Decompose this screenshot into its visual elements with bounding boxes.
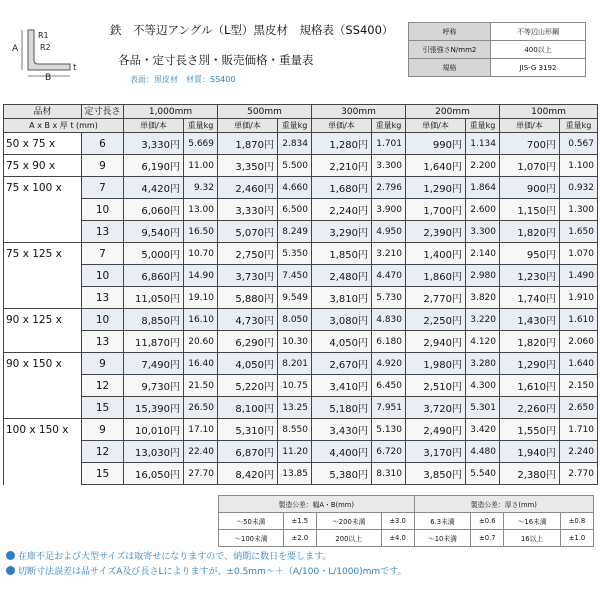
size-cell — [4, 463, 82, 485]
note-item — [6, 565, 406, 580]
price-table — [3, 104, 598, 485]
price-cell: 5,310円 — [218, 419, 278, 441]
thickness-cell: 13 — [82, 287, 124, 309]
weight-cell: 1.610 — [560, 309, 598, 331]
size-cell: 90 x 150 x — [4, 353, 82, 375]
price-cell: 3,850円 — [406, 463, 466, 485]
tolerance-row — [219, 513, 594, 530]
size-cell — [4, 331, 82, 353]
price-cell: 11,870円 — [124, 331, 184, 353]
price-cell: 2,260円 — [500, 397, 560, 419]
weight-cell: 4.950 — [372, 221, 406, 243]
price-cell: 1,740円 — [500, 287, 560, 309]
unit-weight-header: 重量kg — [184, 119, 218, 133]
thickness-cell: 13 — [82, 221, 124, 243]
weight-cell: 5.500 — [278, 155, 312, 177]
price-cell: 3,170円 — [406, 441, 466, 463]
col-length-header: 定寸長さ — [82, 105, 124, 119]
price-cell: 1,940円 — [500, 441, 560, 463]
weight-cell: 10.70 — [184, 243, 218, 265]
price-cell: 2,510円 — [406, 375, 466, 397]
weight-cell: 4.830 — [372, 309, 406, 331]
tolerance-range: 6.3未満 — [414, 513, 471, 530]
unit-price-header: 単価/本 — [500, 119, 560, 133]
table-row — [4, 221, 598, 243]
price-cell: 1,980円 — [406, 353, 466, 375]
tolerance-value: ±0.7 — [471, 530, 504, 547]
table-row — [4, 133, 598, 155]
weight-cell: 2.600 — [466, 199, 500, 221]
page-title: 鉄 不等辺アングル（L型）黒皮材 規格表（SS400） — [110, 23, 394, 37]
table-row — [4, 353, 598, 375]
weight-cell: 7.951 — [372, 397, 406, 419]
weight-cell: 0.567 — [560, 133, 598, 155]
spec-value: JIS-G 3192 — [491, 59, 586, 77]
length-header: 100mm — [500, 105, 598, 119]
weight-cell: 21.50 — [184, 375, 218, 397]
weight-cell: 3.300 — [372, 155, 406, 177]
weight-cell: 3.280 — [466, 353, 500, 375]
price-cell: 1,820円 — [500, 221, 560, 243]
angle-profile-diagram — [10, 26, 82, 80]
price-cell: 6,060円 — [124, 199, 184, 221]
weight-cell: 16.50 — [184, 221, 218, 243]
weight-cell: 2.140 — [466, 243, 500, 265]
note-text: 在庫不足および大型サイズは取寄せになりますので、納期に数日を要します。 — [18, 552, 332, 562]
price-cell: 1,680円 — [312, 177, 372, 199]
weight-cell: 1.864 — [466, 177, 500, 199]
price-cell: 6,870円 — [218, 441, 278, 463]
page-header — [0, 0, 600, 100]
price-cell: 1,850円 — [312, 243, 372, 265]
thickness-cell: 9 — [82, 419, 124, 441]
weight-cell: 4.300 — [466, 375, 500, 397]
price-cell: 950円 — [500, 243, 560, 265]
spec-value: 400以上 — [491, 41, 586, 59]
unit-price-header: 単価/本 — [124, 119, 184, 133]
size-cell: 75 x 125 x — [4, 243, 82, 265]
col-size-header: A x B x 厚 t (mm) — [4, 119, 124, 133]
diagram-label-a: A — [12, 44, 19, 54]
tolerance-range: 〜50未満 — [219, 513, 284, 530]
price-cell: 3,350円 — [218, 155, 278, 177]
weight-cell: 2.770 — [560, 463, 598, 485]
price-cell: 3,330円 — [124, 133, 184, 155]
diagram-label-b: B — [45, 73, 52, 80]
price-cell: 3,730円 — [218, 265, 278, 287]
weight-cell: 1.701 — [372, 133, 406, 155]
weight-cell: 6.720 — [372, 441, 406, 463]
price-cell: 10,010円 — [124, 419, 184, 441]
weight-cell: 8.310 — [372, 463, 406, 485]
price-cell: 2,460円 — [218, 177, 278, 199]
weight-cell: 5.350 — [278, 243, 312, 265]
table-row — [4, 265, 598, 287]
price-cell: 13,030円 — [124, 441, 184, 463]
tolerance-range: 〜16未満 — [504, 513, 561, 530]
weight-cell: 2.650 — [560, 397, 598, 419]
price-cell: 4,050円 — [218, 353, 278, 375]
weight-cell: 5.130 — [372, 419, 406, 441]
price-cell: 1,550円 — [500, 419, 560, 441]
price-cell: 1,290円 — [406, 177, 466, 199]
thickness-cell: 7 — [82, 243, 124, 265]
price-cell: 3,410円 — [312, 375, 372, 397]
price-cell: 990円 — [406, 133, 466, 155]
price-cell: 1,700円 — [406, 199, 466, 221]
weight-cell: 4.480 — [466, 441, 500, 463]
price-cell: 5,880円 — [218, 287, 278, 309]
weight-cell: 2.060 — [560, 331, 598, 353]
unit-price-header: 単価/本 — [406, 119, 466, 133]
price-cell: 2,390円 — [406, 221, 466, 243]
weight-cell: 17.10 — [184, 419, 218, 441]
diagram-label-r1: R1 — [38, 31, 49, 40]
unit-weight-header: 重量kg — [466, 119, 500, 133]
tolerance-width-header: 製造公差：幅A・B(mm) — [219, 496, 415, 513]
size-cell — [4, 375, 82, 397]
thickness-cell: 13 — [82, 331, 124, 353]
weight-cell: 16.40 — [184, 353, 218, 375]
table-row — [4, 397, 598, 419]
weight-cell: 8.249 — [278, 221, 312, 243]
length-header: 500mm — [218, 105, 312, 119]
size-cell — [4, 265, 82, 287]
spec-row — [409, 23, 586, 41]
price-cell: 2,250円 — [406, 309, 466, 331]
weight-cell: 6.450 — [372, 375, 406, 397]
thickness-cell: 10 — [82, 265, 124, 287]
table-row — [4, 199, 598, 221]
price-cell: 4,050円 — [312, 331, 372, 353]
price-cell: 6,190円 — [124, 155, 184, 177]
weight-cell: 7.450 — [278, 265, 312, 287]
price-cell: 4,730円 — [218, 309, 278, 331]
price-cell: 1,640円 — [406, 155, 466, 177]
weight-cell: 6.500 — [278, 199, 312, 221]
spec-key: 引張強さN/mm2 — [409, 41, 491, 59]
thickness-cell: 9 — [82, 155, 124, 177]
tolerance-value: ±0.6 — [471, 513, 504, 530]
weight-cell: 14.90 — [184, 265, 218, 287]
price-cell: 3,330円 — [218, 199, 278, 221]
bullet-icon — [6, 566, 15, 575]
price-cell: 8,420円 — [218, 463, 278, 485]
note-text: 切断寸法誤差は品サイズA及び長さLによりますが、±0.5mm〜＋（A/100・L/1000)mmです。 — [18, 567, 407, 577]
spec-key: 呼称 — [409, 23, 491, 41]
price-cell: 700円 — [500, 133, 560, 155]
tolerance-value: ±4.0 — [381, 530, 414, 547]
price-cell: 2,240円 — [312, 199, 372, 221]
table-row — [4, 375, 598, 397]
thickness-cell: 6 — [82, 133, 124, 155]
price-cell: 3,290円 — [312, 221, 372, 243]
spec-table — [408, 22, 586, 77]
tolerance-range: 16以上 — [504, 530, 561, 547]
price-cell: 2,670円 — [312, 353, 372, 375]
table-row — [4, 287, 598, 309]
weight-cell: 6.180 — [372, 331, 406, 353]
tolerance-range: 〜100未満 — [219, 530, 284, 547]
weight-cell: 8.201 — [278, 353, 312, 375]
price-cell: 9,730円 — [124, 375, 184, 397]
unit-weight-header: 重量kg — [372, 119, 406, 133]
price-cell: 3,080円 — [312, 309, 372, 331]
tolerance-table — [218, 495, 594, 547]
thickness-cell: 10 — [82, 309, 124, 331]
tolerance-value: ±1.5 — [283, 513, 316, 530]
weight-cell: 2.240 — [560, 441, 598, 463]
weight-cell: 4.470 — [372, 265, 406, 287]
weight-cell: 2.796 — [372, 177, 406, 199]
tolerance-value: ±3.0 — [381, 513, 414, 530]
tolerance-range: 200以上 — [316, 530, 381, 547]
thickness-cell: 15 — [82, 463, 124, 485]
thickness-cell: 9 — [82, 353, 124, 375]
price-cell: 1,860円 — [406, 265, 466, 287]
weight-cell: 1.100 — [560, 155, 598, 177]
price-cell: 900円 — [500, 177, 560, 199]
price-cell: 4,400円 — [312, 441, 372, 463]
tolerance-value: ±1.0 — [560, 530, 593, 547]
weight-cell: 0.932 — [560, 177, 598, 199]
size-cell: 75 x 100 x — [4, 177, 82, 199]
price-cell: 8,100円 — [218, 397, 278, 419]
page-subtitle: 各品・定寸長さ別・販売価格・重量表 — [118, 53, 314, 67]
size-cell: 75 x 90 x — [4, 155, 82, 177]
bullet-icon — [6, 551, 15, 560]
price-cell: 6,290円 — [218, 331, 278, 353]
weight-cell: 11.20 — [278, 441, 312, 463]
diagram-label-t: t — [73, 63, 77, 73]
size-cell — [4, 287, 82, 309]
weight-cell: 3.820 — [466, 287, 500, 309]
price-cell: 5,380円 — [312, 463, 372, 485]
note-item — [6, 550, 406, 565]
weight-cell: 13.25 — [278, 397, 312, 419]
weight-cell: 13.85 — [278, 463, 312, 485]
weight-cell: 9.549 — [278, 287, 312, 309]
size-cell — [4, 397, 82, 419]
weight-cell: 16.10 — [184, 309, 218, 331]
thickness-cell: 12 — [82, 375, 124, 397]
weight-cell: 10.30 — [278, 331, 312, 353]
price-cell: 1,610円 — [500, 375, 560, 397]
thickness-cell: 10 — [82, 199, 124, 221]
tolerance-range: 〜10未満 — [414, 530, 471, 547]
price-cell: 5,180円 — [312, 397, 372, 419]
col-item-header: 品材 — [4, 105, 82, 119]
weight-cell: 2.150 — [560, 375, 598, 397]
table-row — [4, 419, 598, 441]
price-cell: 1,400円 — [406, 243, 466, 265]
weight-cell: 3.300 — [466, 221, 500, 243]
price-cell: 1,150円 — [500, 199, 560, 221]
spec-row — [409, 59, 586, 77]
unit-price-header: 単価/本 — [312, 119, 372, 133]
length-header: 300mm — [312, 105, 406, 119]
unit-price-header: 単価/本 — [218, 119, 278, 133]
weight-cell: 1.910 — [560, 287, 598, 309]
weight-cell: 20.60 — [184, 331, 218, 353]
table-row — [4, 155, 598, 177]
weight-cell: 1.650 — [560, 221, 598, 243]
price-cell: 1,290円 — [500, 353, 560, 375]
price-cell: 2,210円 — [312, 155, 372, 177]
weight-cell: 1.490 — [560, 265, 598, 287]
weight-cell: 3.900 — [372, 199, 406, 221]
weight-cell: 11.00 — [184, 155, 218, 177]
weight-cell: 3.220 — [466, 309, 500, 331]
price-cell: 15,390円 — [124, 397, 184, 419]
material-line: 表面：黒皮材 材質：SS400 — [130, 75, 236, 84]
table-row — [4, 243, 598, 265]
weight-cell: 8.550 — [278, 419, 312, 441]
weight-cell: 22.40 — [184, 441, 218, 463]
price-cell: 2,480円 — [312, 265, 372, 287]
tolerance-range: 〜200未満 — [316, 513, 381, 530]
weight-cell: 27.70 — [184, 463, 218, 485]
table-row — [4, 331, 598, 353]
price-cell: 16,050円 — [124, 463, 184, 485]
weight-cell: 5.669 — [184, 133, 218, 155]
weight-cell: 9.32 — [184, 177, 218, 199]
spec-row — [409, 41, 586, 59]
weight-cell: 1.710 — [560, 419, 598, 441]
thickness-cell: 12 — [82, 441, 124, 463]
price-cell: 9,540円 — [124, 221, 184, 243]
price-cell: 2,380円 — [500, 463, 560, 485]
price-cell: 1,230円 — [500, 265, 560, 287]
table-row — [4, 441, 598, 463]
price-cell: 1,280円 — [312, 133, 372, 155]
price-cell: 11,050円 — [124, 287, 184, 309]
price-cell: 2,750円 — [218, 243, 278, 265]
price-cell: 2,770円 — [406, 287, 466, 309]
weight-cell: 5.730 — [372, 287, 406, 309]
tolerance-value: ±2.0 — [283, 530, 316, 547]
thickness-cell: 15 — [82, 397, 124, 419]
price-cell: 1,070円 — [500, 155, 560, 177]
length-header: 200mm — [406, 105, 500, 119]
unit-weight-header: 重量kg — [278, 119, 312, 133]
size-cell: 90 x 125 x — [4, 309, 82, 331]
price-cell: 2,940円 — [406, 331, 466, 353]
tolerance-value: ±0.8 — [560, 513, 593, 530]
size-cell: 50 x 75 x — [4, 133, 82, 155]
size-cell — [4, 441, 82, 463]
weight-cell: 3.420 — [466, 419, 500, 441]
weight-cell: 4.120 — [466, 331, 500, 353]
length-header: 1,000mm — [124, 105, 218, 119]
price-cell: 5,220円 — [218, 375, 278, 397]
weight-cell: 4.660 — [278, 177, 312, 199]
weight-cell: 19.10 — [184, 287, 218, 309]
weight-cell: 10.75 — [278, 375, 312, 397]
weight-cell: 2.980 — [466, 265, 500, 287]
unit-weight-header: 重量kg — [560, 119, 598, 133]
price-cell: 4,420円 — [124, 177, 184, 199]
weight-cell: 8.050 — [278, 309, 312, 331]
price-cell: 3,430円 — [312, 419, 372, 441]
table-row — [4, 309, 598, 331]
price-cell: 1,820円 — [500, 331, 560, 353]
weight-cell: 26.50 — [184, 397, 218, 419]
spec-value: 不等辺山形鋼 — [491, 23, 586, 41]
notes — [6, 550, 406, 580]
price-cell: 1,870円 — [218, 133, 278, 155]
price-cell: 3,810円 — [312, 287, 372, 309]
size-cell — [4, 199, 82, 221]
price-cell: 2,490円 — [406, 419, 466, 441]
thickness-cell: 7 — [82, 177, 124, 199]
price-cell: 5,000円 — [124, 243, 184, 265]
price-cell: 1,430円 — [500, 309, 560, 331]
weight-cell: 5.540 — [466, 463, 500, 485]
size-cell — [4, 221, 82, 243]
diagram-label-r2: R2 — [40, 43, 51, 52]
price-cell: 3,720円 — [406, 397, 466, 419]
weight-cell: 3.210 — [372, 243, 406, 265]
weight-cell: 2.834 — [278, 133, 312, 155]
spec-key: 規格 — [409, 59, 491, 77]
price-cell: 8,850円 — [124, 309, 184, 331]
weight-cell: 5.301 — [466, 397, 500, 419]
price-cell: 5,070円 — [218, 221, 278, 243]
tolerance-thickness-header: 製造公差：厚さ(mm) — [414, 496, 593, 513]
price-cell: 6,860円 — [124, 265, 184, 287]
tolerance-row — [219, 530, 594, 547]
table-row — [4, 463, 598, 485]
weight-cell: 4.920 — [372, 353, 406, 375]
weight-cell: 1.134 — [466, 133, 500, 155]
price-cell: 7,490円 — [124, 353, 184, 375]
size-cell: 100 x 150 x — [4, 419, 82, 441]
weight-cell: 1.070 — [560, 243, 598, 265]
weight-cell: 1.640 — [560, 353, 598, 375]
weight-cell: 1.300 — [560, 199, 598, 221]
table-row — [4, 177, 598, 199]
weight-cell: 2.200 — [466, 155, 500, 177]
weight-cell: 13.00 — [184, 199, 218, 221]
